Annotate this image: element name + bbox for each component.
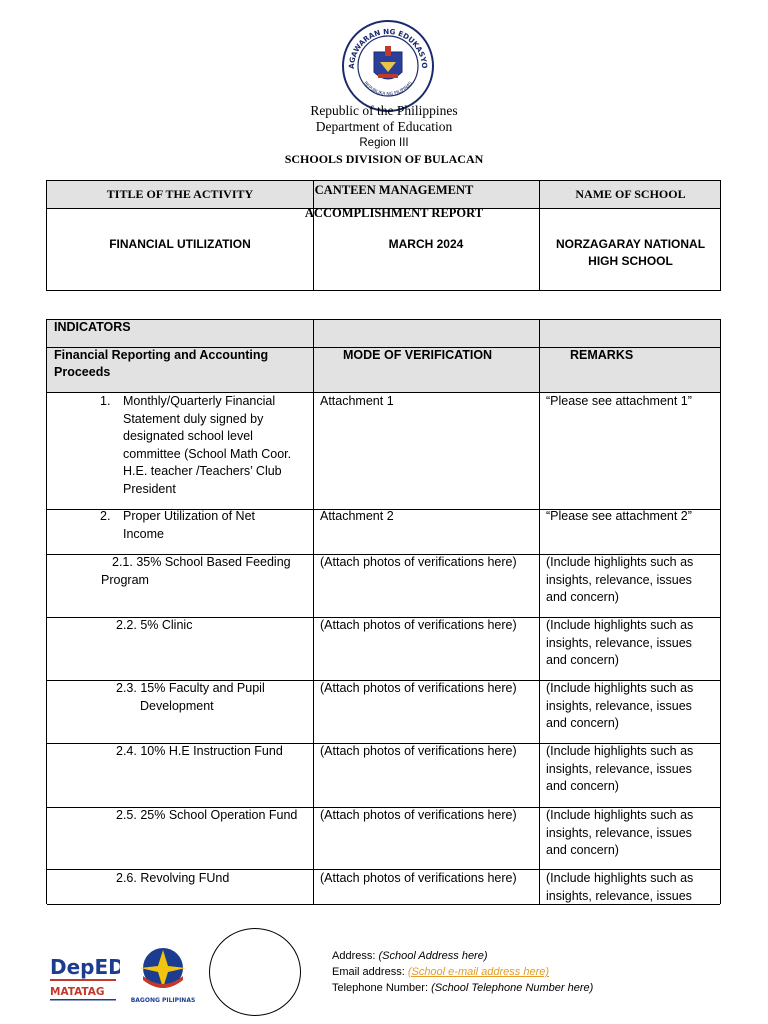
matatag-text: MATATAG xyxy=(50,986,105,998)
row22-indicator: 2.2. 5% Clinic xyxy=(116,618,193,632)
header-region: Region III xyxy=(359,137,409,149)
row24-remarks: (Include highlights such as insights, relevance, issues and concern) xyxy=(546,744,694,793)
footer-phone: Telephone Number: (School Telephone Number here) xyxy=(332,982,594,994)
row26-remarks: (Include highlights such as insights, relevance, issues xyxy=(546,871,694,903)
deped-matatag-logo xyxy=(50,950,120,1006)
row26-mov: (Attach photos of verifications here) xyxy=(320,871,517,885)
school-value-line2: HIGH SCHOOL xyxy=(588,254,673,268)
header-title-a: CANTEEN MANAGEMENT xyxy=(314,183,474,197)
mov-header: MODE OF VERIFICATION xyxy=(343,348,493,362)
row25-indicator: 2.5. 25% School Operation Fund xyxy=(116,808,298,822)
row24-indicator: 2.4. 10% H.E Instruction Fund xyxy=(116,744,283,758)
bagong-pilipinas-logo xyxy=(130,944,196,1006)
section-title-line2: Proceeds xyxy=(54,365,111,379)
school-logo-placeholder xyxy=(209,928,301,1016)
row22-remarks: (Include highlights such as insights, relevance, issues and concern) xyxy=(546,618,694,667)
footer-email: Email address: (School e-mail address here) xyxy=(332,966,550,978)
bagong-text: BAGONG PILIPINAS xyxy=(130,997,196,1004)
remarks-header: REMARKS xyxy=(570,348,634,362)
row1-mov: Attachment 1 xyxy=(320,394,394,408)
period-value: MARCH 2024 xyxy=(388,237,464,251)
row21-remarks: (Include highlights such as insights, relevance, issues and concern) xyxy=(546,555,694,604)
deped-seal xyxy=(340,18,436,114)
row2-mov: Attachment 2 xyxy=(320,509,394,523)
row2-indicator: Proper Utilization of Net Income xyxy=(123,509,256,541)
row2-remarks: “Please see attachment 2” xyxy=(546,509,692,523)
summary-table xyxy=(46,180,721,291)
indicators-table xyxy=(46,319,721,904)
seal-text-bottom: REPUBLIKA NG PILIPINAS xyxy=(362,81,414,98)
row24-mov: (Attach photos of verifications here) xyxy=(320,744,517,758)
activity-value: FINANCIAL UTILIZATION xyxy=(109,237,251,251)
row23-mov: (Attach photos of verifications here) xyxy=(320,681,517,695)
school-value-line1: NORZAGARAY NATIONAL xyxy=(555,237,706,251)
seal-text-top: AGAWARAN NG EDUKASYO xyxy=(346,26,430,70)
deped-logo-text: DepED xyxy=(50,955,120,979)
row2-number: 2. xyxy=(100,509,111,523)
row22-mov: (Attach photos of verifications here) xyxy=(320,618,517,632)
header-division: SCHOOLS DIVISION OF BULACAN xyxy=(284,152,484,166)
row25-mov: (Attach photos of verifications here) xyxy=(320,808,517,822)
row21-indicator: 2.1. 35% School Based Feeding Program xyxy=(101,555,291,587)
header-department: Department of Education xyxy=(315,119,453,134)
row25-remarks: (Include highlights such as insights, relevance, issues and concern) xyxy=(546,808,694,857)
row23-remarks: (Include highlights such as insights, relevance, issues and concern) xyxy=(546,681,694,730)
header-school: NAME OF SCHOOL xyxy=(575,187,686,201)
row1-number: 1. xyxy=(100,394,111,408)
row21-mov: (Attach photos of verifications here) xyxy=(320,555,517,569)
header-republic: Republic of the Philippines xyxy=(310,103,458,118)
header-title-b: ACCOMPLISHMENT REPORT xyxy=(304,206,484,220)
row1-indicator: Monthly/Quarterly Financial Statement duly signed by designated school level committee (School Math Coor. H.E. teacher /Teachers’ Club President xyxy=(123,394,292,496)
row1-remarks: “Please see attachment 1” xyxy=(546,394,692,408)
section-title-line1: Financial Reporting and Accounting xyxy=(54,348,269,362)
indicators-label: INDICATORS xyxy=(54,320,131,334)
row26-indicator: 2.6. Revolving FUnd xyxy=(116,871,230,885)
header-activity: TITLE OF THE ACTIVITY xyxy=(106,187,254,201)
row23-indicator: 2.3. 15% Faculty and Pupil Development xyxy=(116,681,265,713)
footer-address: Address: (School Address here) xyxy=(332,950,488,962)
